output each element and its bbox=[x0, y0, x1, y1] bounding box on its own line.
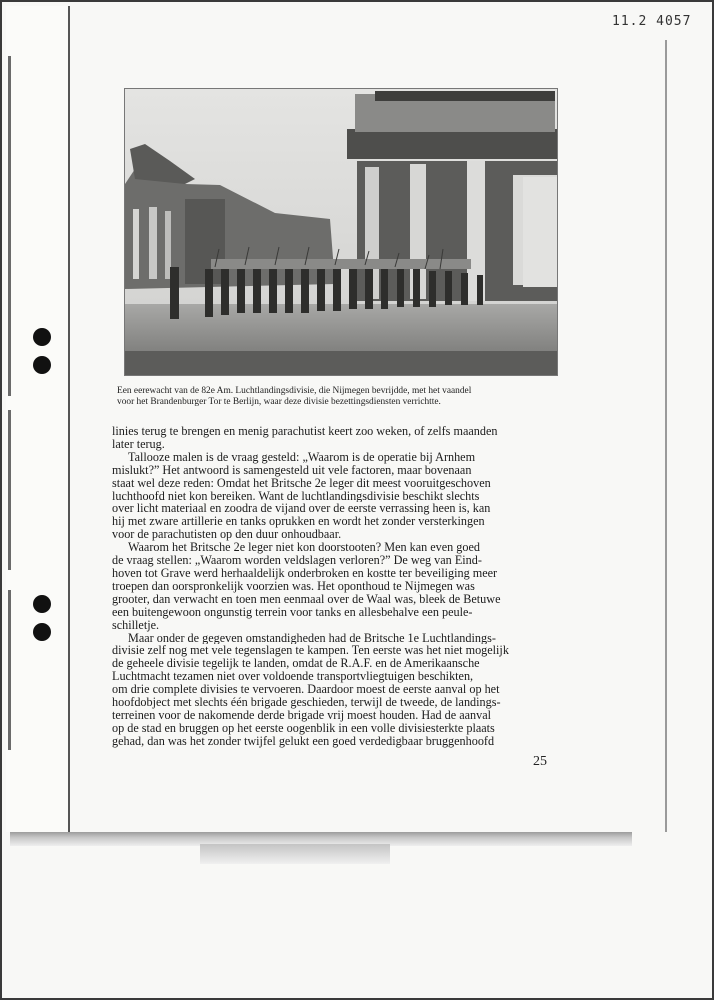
edge-mark bbox=[8, 590, 11, 750]
body-line: grooter, dan verwacht en toen men eenmaal over de Waal was, bleek de Betuwe bbox=[112, 592, 501, 606]
body-line: de geheele divisie tegelijk te landen, omdat de R.A.F. en de Amerikaansche bbox=[112, 657, 480, 671]
punch-hole bbox=[33, 623, 51, 641]
body-line: linies terug te brengen en menig parachutist keert zoo weken, of zelfs maanden bbox=[112, 425, 498, 438]
page-edge-line bbox=[665, 40, 667, 832]
photo-brandenburger-tor bbox=[124, 88, 558, 376]
edge-mark bbox=[8, 410, 11, 570]
punch-hole bbox=[33, 356, 51, 374]
body-line: troepen dan oorspronkelijk voorzien was. Het oponthoud te Nijmegen was bbox=[112, 579, 475, 593]
body-line: Tallooze malen is de vraag gesteld: „Waarom is de operatie bij Arnhem bbox=[128, 450, 476, 464]
edge-mark bbox=[8, 56, 11, 396]
punch-hole bbox=[33, 595, 51, 613]
binding-strip bbox=[6, 6, 70, 832]
caption-line: voor het Brandenburger Tor te Berlijn, waar deze divisie bezettingsdiensten verrichtte. bbox=[117, 397, 441, 407]
body-line: Maar onder de gegeven omstandigheden had de Britsche 1e Luchtlandings- bbox=[128, 631, 496, 645]
body-line: op de stad en bruggen op het eerste oogenblik in een volle divisiesterkte plaats bbox=[112, 721, 495, 735]
archive-number: 11.2 4057 bbox=[612, 14, 692, 29]
body-line: gehad, dan was het zonder twijfel gelukt een goed verdedigbaar bruggenhoofd bbox=[112, 734, 495, 748]
body-line: staat wel deze reden: Omdat het Britsche 2e leger dit meest vooruitgeschoven bbox=[112, 476, 491, 490]
body-line: later terug. bbox=[112, 437, 165, 451]
body-line: hoven tot Grave werd herhaaldelijk onderbroken en kostte ter beveiliging meer bbox=[112, 566, 498, 580]
body-line: een buitengewoon ongunstig terrein voor tanks en allesbehalve een peule- bbox=[112, 605, 473, 619]
body-line: schilletje. bbox=[112, 618, 160, 632]
body-line: hoofdobject met slechts één brigade geschieden, terwijl de tweede, de landings- bbox=[112, 696, 501, 709]
body-line: Waarom het Britsche 2e leger niet kon doorstooten? Men kan even goed bbox=[128, 541, 481, 555]
body-line: over licht materiaal en zoodra de vijand over de eerste verrassing heen is, kan bbox=[112, 502, 491, 516]
body-line: divisie zelf nog met vele tegenslagen te kampen. Ten eerste was het niet mogelijk bbox=[112, 644, 509, 658]
caption-line: Een eerewacht van de 82e Am. Luchtlandingsdivisie, die Nijmegen bevrijdde, met het vaandel bbox=[117, 386, 472, 396]
body-line: Luchtmacht tezamen niet over voldoende transportvliegtuigen beschikten, bbox=[112, 670, 474, 684]
page-number: 25 bbox=[533, 754, 547, 769]
punch-hole bbox=[33, 328, 51, 346]
body-line: terreinen voor de nakomende derde brigade vrij moest houden. Had de aanval bbox=[112, 708, 492, 722]
body-line: om drie complete divisies te vervoeren. Daardoor moest de eerste aanval op het bbox=[112, 683, 500, 697]
body-line: mislukt?” Het antwoord is samengesteld uit vele factoren, maar bovenaan bbox=[112, 463, 472, 477]
body-line: hij met zware artillerie en tanks oprukken en wordt het zonder versterkingen bbox=[112, 515, 485, 529]
body-line: voor de parachutisten op den duur onhoudbaar. bbox=[112, 528, 342, 542]
body-line: de vraag stellen: „Waarom worden veldslagen verloren?” De weg van Eind- bbox=[112, 554, 482, 567]
scan-shadow bbox=[200, 844, 390, 864]
body-line: luchthoofd niet kon bereiken. Want de luchtlandingsdivisie beschikt slechts bbox=[112, 489, 480, 503]
photo-caption bbox=[117, 386, 559, 408]
article-body bbox=[112, 425, 558, 748]
